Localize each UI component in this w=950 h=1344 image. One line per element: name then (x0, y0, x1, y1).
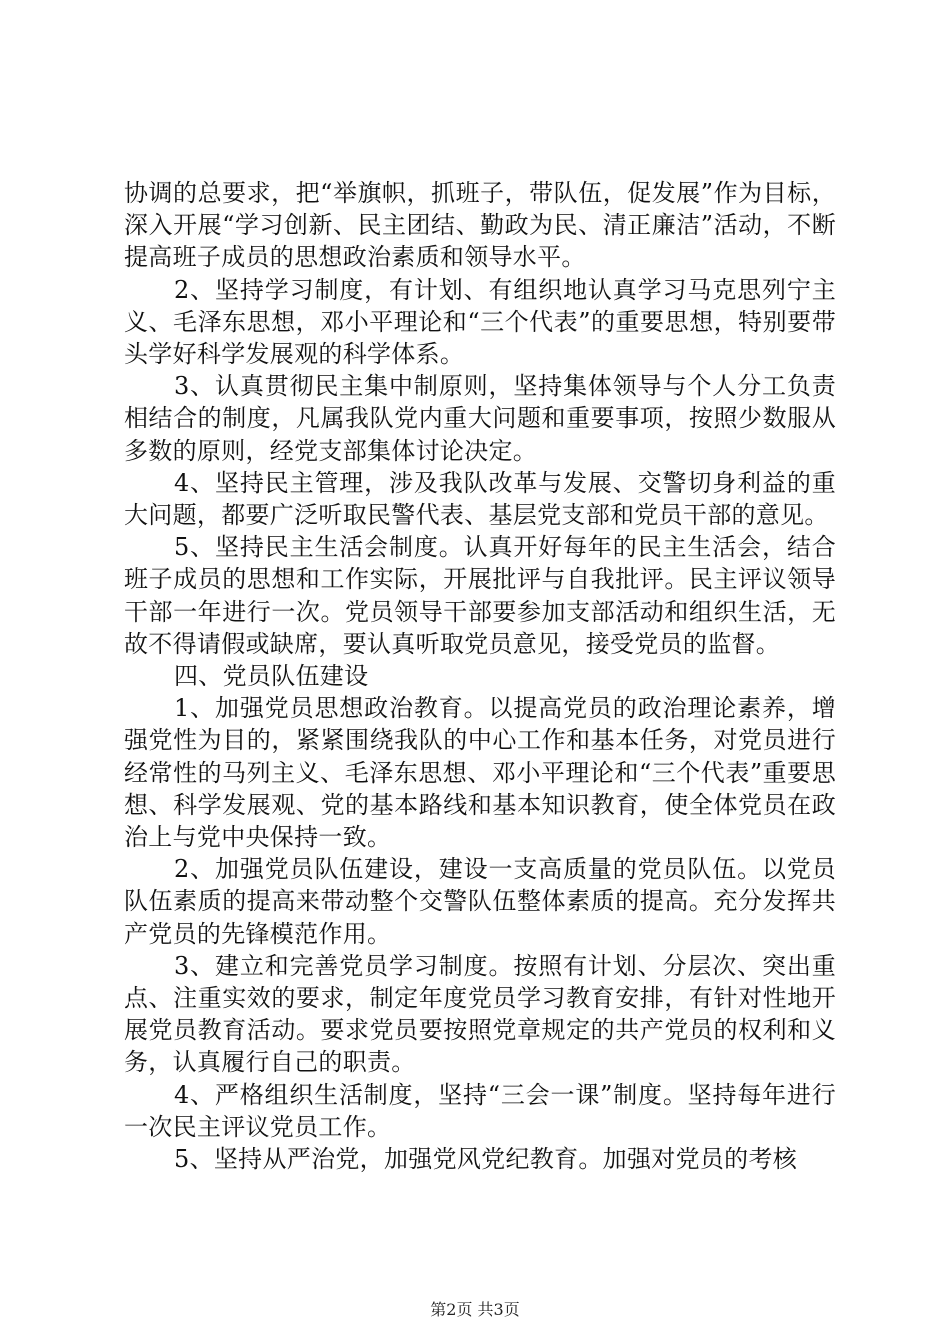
document-body (124, 177, 836, 1175)
paragraph-organizational-life: 4、严格组织生活制度，坚持“三会一课”制度。坚持每年进行一次民主评议党员工作。 (124, 1080, 836, 1141)
paragraph-democratic-management: 4、坚持民主管理，涉及我队改革与发展、交警切身利益的重大问题，都要广泛听取民警代表、基层党支部和党员干部的意见。 (124, 468, 836, 530)
paragraph-team-building: 2、加强党员队伍建设，建设一支高质量的党员队伍。以党员队伍素质的提高来带动整个交警队伍整体素质的提高。充分发挥共产党员的先锋模范作用。 (124, 855, 836, 948)
paragraph-strict-governance: 5、坚持从严治党，加强党风党纪教育。加强对党员的考核 (174, 1145, 798, 1174)
paragraph-study-system: 2、坚持学习制度，有计划、有组织地认真学习马克思列宁主义、毛泽东思想，邓小平理论和“三个代表”的重要思想，特别要带头学好科学发展观的科学体系。 (124, 275, 836, 369)
page-footer: 第2页 共3页 (430, 1300, 520, 1319)
paragraph-democratic-life-meeting: 5、坚持民主生活会制度。认真开好每年的民主生活会，结合班子成员的思想和工作实际，开展批评与自我批评。民主评议领导干部一年进行一次。党员领导干部要参加支部活动和组织生活，无故不得请假或缺席，要认真听取党员意见，接受党员的监督。 (124, 533, 836, 658)
paragraph-ideological-education: 1、加强党员思想政治教育。以提高党员的政治理论素养，增强党性为目的，紧紧围绕我队的中心工作和基本任务，对党员进行经常性的马列主义、毛泽东思想、邓小平理论和“三个代表”重要思想、科学发展观、党的基本路线和基本知识教育，使全体党员在政治上与党中央保持一致。 (124, 694, 836, 852)
paragraph-democratic-centralism: 3、认真贯彻民主集中制原则，坚持集体领导与个人分工负责相结合的制度，凡属我队党内重大问题和重要事项，按照少数服从多数的原则，经党支部集体讨论决定。 (124, 372, 836, 465)
paragraph-continuation: 协调的总要求，把“举旗帜，抓班子，带队伍，促发展”作为目标，深入开展“学习创新、民主团结、勤政为民、清正廉洁”活动，不断提高班子成员的思想政治素质和领导水平。 (124, 179, 836, 272)
section-heading-party-member-team: 四、党员队伍建设 (174, 662, 369, 691)
paragraph-learning-system: 3、建立和完善党员学习制度。按照有计划、分层次、突出重点、注重实效的要求，制定年度党员学习教育安排，有针对性地开展党员教育活动。要求党员要按照党章规定的共产党员的权利和义务，认真履行自己的职责。 (124, 951, 836, 1077)
